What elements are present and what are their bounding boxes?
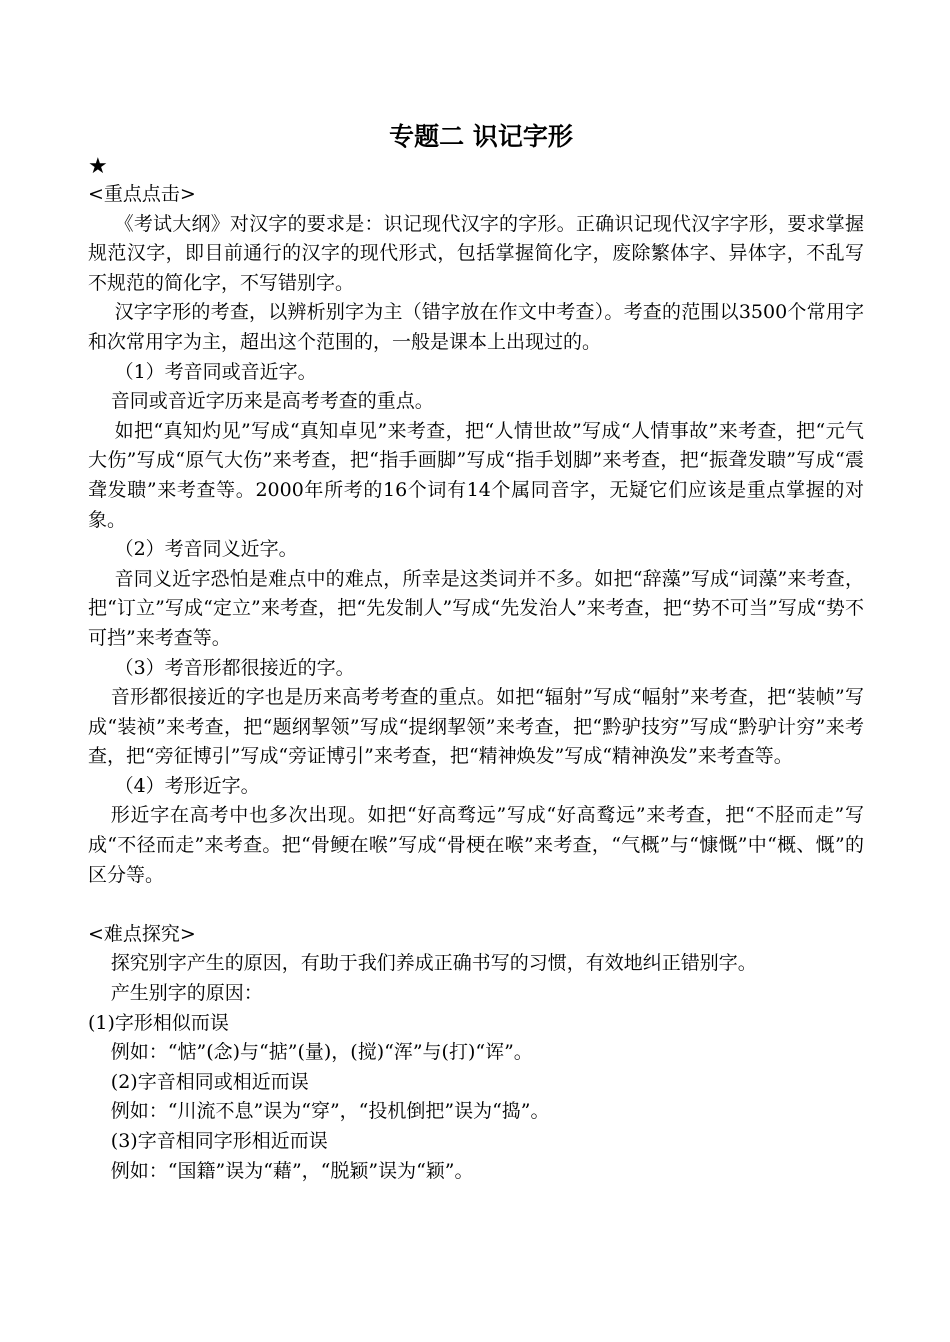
cause-item: (3)字音相同字形相近而误	[110, 1130, 328, 1152]
paragraph: 产生别字的原因：	[110, 982, 263, 1005]
cause-item: (1)字形相似而误	[88, 1011, 229, 1034]
example-line: 例如：“国籍”误为“藉”，“脱颖”误为“颖”。	[110, 1159, 474, 1182]
example-line: 例如：“惦”(念)与“掂”(量)，(搅)“浑”与(打)“诨”。	[110, 1041, 533, 1064]
subheading: （2）考音同义近字。	[114, 538, 298, 561]
paragraph: 形近字在高考中也多次出现。如把“好高骛远”写成“好高鹜远”来考查，把“不胫而走”写成“不径而走”来考查。把“骨鲠在喉”写成“骨梗在喉”来考查，“气概”与“慷慨”中“概、慨”的区分等。	[88, 804, 864, 886]
document-title: 专题二 识记字形	[389, 122, 573, 151]
subheading: （3）考音形都很接近的字。	[114, 656, 355, 679]
subheading: （4）考形近字。	[114, 774, 260, 797]
document-page	[88, 120, 864, 1186]
paragraph: 汉字字形的考查，以辨析别字为主（错字放在作文中考查）。考查的范围以3500个常用字和次常用字为主，超出这个范围的，一般是课本上出现过的。	[88, 301, 864, 353]
example-line: 例如：“川流不息”误为“穿”，“投机倒把”误为“捣”。	[110, 1100, 550, 1123]
paragraph: 探究别字产生的原因，有助于我们养成正确书写的习惯，有效地纠正错别字。	[110, 952, 757, 975]
section-heading-difficulties: <难点探究>	[88, 922, 196, 945]
blank-line	[88, 890, 864, 920]
cause-item: (2)字音相同或相近而误	[110, 1070, 309, 1093]
paragraph: 音同义近字恐怕是难点中的难点，所幸是这类词并不多。如把“辞藻”写成“词藻”来考查，把“订立”写成“定立”来考查，把“先发制人”写成“先发治人”来考查，把“势不可当”写成“势不可挡”来考查等。	[88, 567, 864, 649]
star-icon: ★	[88, 154, 108, 179]
paragraph: 《考试大纲》对汉字的要求是：识记现代汉字的字形。正确识记现代汉字字形，要求掌握规范汉字，即目前通行的汉字的现代形式，包括掌握简化字，废除繁体字、异体字，不乱写不规范的简化字，不写错别字。	[88, 212, 864, 294]
paragraph: 音形都很接近的字也是历来高考考查的重点。如把“辐射”写成“幅射”来考查，把“装帧”写成“装祯”来考查，把“题纲挈领”写成“提纲挈领”来考查，把“黔驴技穷”写成“黔驴计穷”来考查，把“旁征博引”写成“旁证博引”来考查，把“精神焕发”写成“精神涣发”来考查等。	[88, 686, 864, 768]
paragraph: 音同或音近字历来是高考考查的重点。	[110, 390, 434, 413]
subheading: （1）考音同或音近字。	[114, 360, 317, 383]
section-heading-key-points: <重点点击>	[88, 183, 196, 205]
paragraph: 如把“真知灼见”写成“真知卓见”来考查，把“人情世故”写成“人情事故”来考查，把“元气大伤”写成“原气大伤”来考查，把“指手画脚”写成“指手划脚”来考查，把“振聋发聩”写成“震聋发聩”来考查等。2000年所考的16个词有14个属同音字，无疑它们应该是重点掌握的对象。	[88, 419, 864, 531]
